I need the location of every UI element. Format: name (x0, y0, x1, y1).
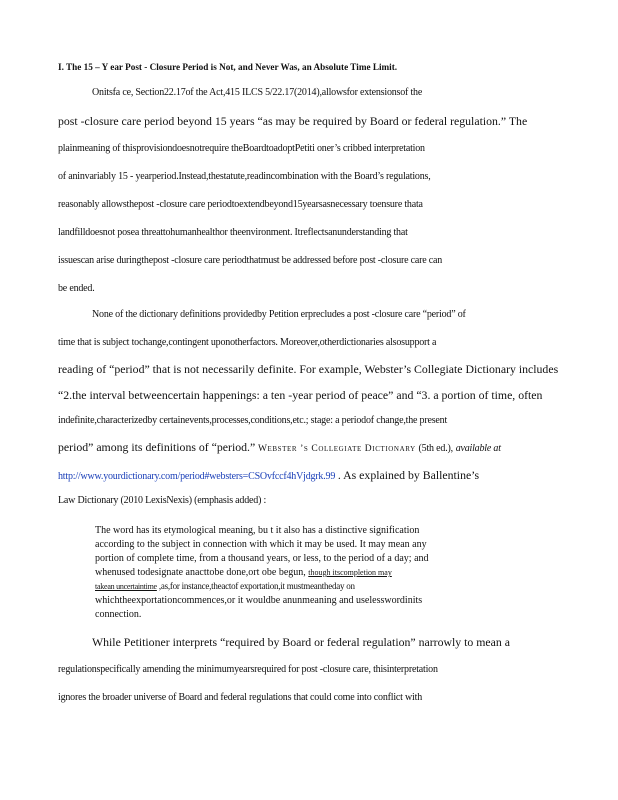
paragraph-3-line-2: regulationspecifically amending the minimumyearsrequired for post -closure care, thisinterpretation (58, 664, 438, 675)
paragraph-1-line-5: reasonably allowsthepost -closure care periodtoextendbeyond15yearsasnecessary toensure thata (58, 199, 423, 210)
block-quote-emphasis-1: though itscompletion may (308, 568, 392, 577)
paragraph-1-line-6: landfilldoesnot posea threattohumanhealthor theenvironment. Itreflectsanunderstanding that (58, 227, 408, 238)
paragraph-1-line-4: of aninvariably 15 - yearperiod.Instead,thestatute,readincombination with the Board’s regulations, (58, 171, 431, 182)
citation-edition: (5th ed.), (418, 443, 453, 454)
period-definitions-text: period” among its definitions of “period.” (58, 440, 256, 454)
citation-source: Webster ’s Collegiate Dictionary (257, 444, 416, 454)
paragraph-3-line-3: ignores the broader universe of Board and federal regulations that could come into conflict with (58, 692, 423, 703)
citation-available: available at (455, 443, 501, 454)
paragraph-2-line-2: time that is subject tochange,contingent uponotherfactors. Moreover,otherdictionaries alsosupport a (58, 337, 437, 348)
paragraph-2-line-7 (58, 468, 560, 484)
paragraph-2-line-4: “2.the interval betweencertain happenings: a ten -year period of peace” and “3. a portion of time, often (58, 388, 543, 402)
paragraph-2-line-5: indefinite,characterizedby certainevents,processes,conditions,etc.; stage: a periodof change,the present (58, 415, 448, 426)
block-quote-line-2: according to the subject in connection with which it may be used. It may mean any (95, 539, 427, 550)
block-quote-emphasis-2: takean uncertaintime (95, 582, 157, 591)
dictionary-link[interactable]: http://www.yourdictionary.com/period#websters=CSOvfccf4hVjdgrk.99 (58, 471, 336, 482)
block-quote-line-3: portion of complete time, from a thousand years, or less, to the period of a day; and (95, 553, 429, 564)
block-quote-line-1: The word has its etymological meaning, bu t it also has a distinctive signification (95, 525, 420, 536)
paragraph-1-line-2: post -closure care period beyond 15 years “as may be required by Board or federal regulation.” The (58, 114, 528, 128)
paragraph-1-line-7: issuescan arise duringthepost -closure care periodthatmust be addressed before post -closure care can (58, 255, 443, 266)
block-quote-line-4-text: whenused todesignate anacttobe done,ort obe begun, (95, 567, 306, 578)
section-heading: I. The 15 – Y ear Post - Closure Period is Not, and Never Was, an Absolute Time Limit. (58, 62, 398, 72)
block-quote-line-4 (95, 567, 495, 578)
block-quote-line-7: connection. (95, 609, 142, 620)
paragraph-3-line-1: While Petitioner interprets “required by Board or federal regulation” narrowly to mean a (92, 635, 510, 649)
paragraph-1-line-8: be ended. (58, 283, 95, 294)
paragraph-2-line-8: Law Dictionary (2010 LexisNexis) (emphasis added) : (58, 495, 267, 506)
block-quote-line-5-text: ,as,for instance,theactof exportation,it mustmeantheday on (156, 581, 355, 591)
paragraph-1-line-1: Onitsfa ce, Section22.17of the Act,415 ILCS 5/22.17(2014),allowsfor extensionsof the (92, 87, 423, 98)
paragraph-2-line-1: None of the dictionary definitions providedby Petition erprecludes a post -closure care “period” of (92, 309, 466, 320)
block-quote-line-6: whichtheexportationcommences,or it wouldbe anunmeaning and uselesswordinits (95, 595, 423, 606)
paragraph-2-line-3: reading of “period” that is not necessarily definite. For example, Webster’s Collegiate Dictionary includes (58, 362, 559, 376)
paragraph-1-line-3: plainmeaning of thisprovisiondoesnotrequire theBoardtoadoptPetiti oner’s cribbed interpretation (58, 143, 425, 154)
block-quote-line-5 (95, 581, 495, 592)
paragraph-2-line-6 (58, 440, 560, 456)
ballentine-intro: . As explained by Ballentine’s (337, 468, 480, 482)
